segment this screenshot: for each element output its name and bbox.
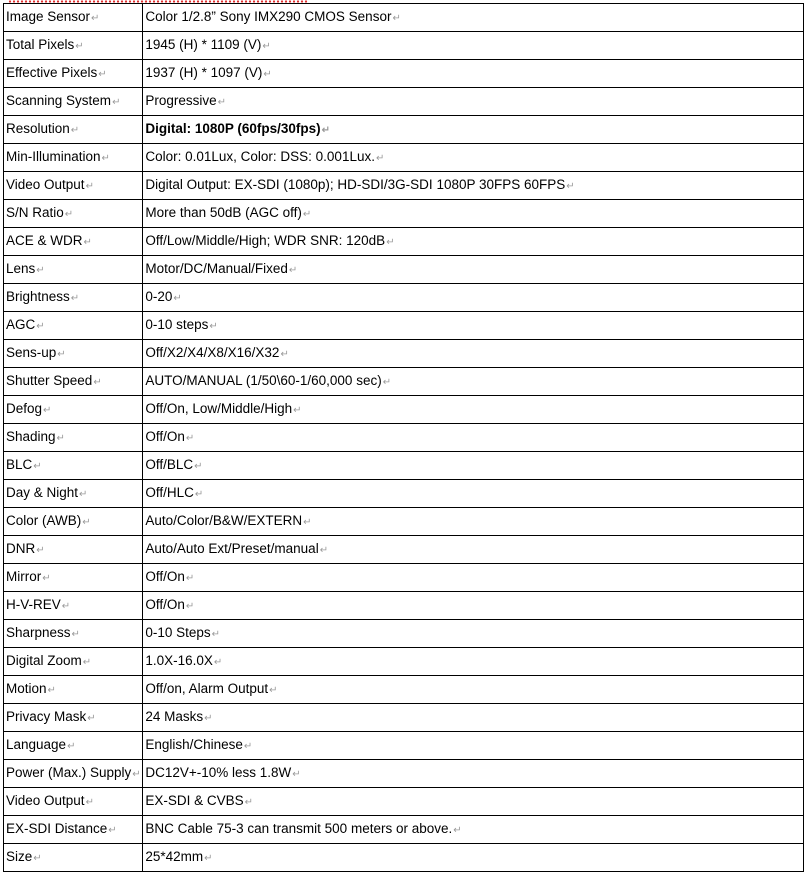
paragraph-mark-icon: ↵ — [566, 181, 575, 192]
spec-label-cell — [4, 452, 143, 480]
spec-value-cell — [143, 4, 804, 32]
spec-label-cell — [4, 732, 143, 760]
spec-label: Color (AWB) — [6, 513, 82, 528]
spec-label-cell — [4, 4, 143, 32]
spec-label-cell — [4, 172, 143, 200]
spec-label-cell — [4, 816, 143, 844]
paragraph-mark-icon: ↵ — [185, 601, 195, 612]
spec-value: 1945 (H) * 1109 (V) — [145, 37, 262, 52]
spec-value: Off/On, Low/Middle/High — [145, 401, 293, 416]
paragraph-mark-icon: ↵ — [194, 489, 204, 500]
spec-label: Video Output — [6, 177, 85, 192]
spec-row — [4, 60, 804, 88]
spec-label: Video Output — [6, 793, 85, 808]
paragraph-mark-icon: ↵ — [319, 545, 329, 556]
spec-row — [4, 256, 804, 284]
paragraph-mark-icon: ↵ — [70, 125, 80, 136]
paragraph-mark-icon: ↵ — [82, 657, 92, 668]
spec-label: Lens — [6, 261, 36, 276]
spec-value: DC12V+-10% less 1.8W — [145, 765, 292, 780]
spec-label-cell — [4, 88, 143, 116]
spec-value-cell — [143, 676, 804, 704]
paragraph-mark-icon: ↵ — [33, 461, 42, 472]
spec-value: Color 1/2.8” Sony IMX290 CMOS Sensor — [145, 9, 392, 24]
spec-row — [4, 340, 804, 368]
paragraph-mark-icon: ↵ — [98, 69, 107, 80]
spec-row — [4, 788, 804, 816]
paragraph-mark-icon: ↵ — [303, 517, 312, 528]
spec-value: 1937 (H) * 1097 (V) — [145, 65, 263, 80]
spec-label-cell — [4, 536, 143, 564]
paragraph-mark-icon: ↵ — [56, 433, 65, 444]
spec-row — [4, 32, 804, 60]
spec-value: 1.0X-16.0X — [145, 653, 213, 668]
paragraph-mark-icon: ↵ — [453, 825, 462, 836]
paragraph-mark-icon: ↵ — [288, 265, 298, 276]
paragraph-mark-icon: ↵ — [375, 153, 385, 164]
spec-value: 25*42mm — [145, 849, 204, 864]
paragraph-mark-icon: ↵ — [85, 797, 94, 808]
paragraph-mark-icon: ↵ — [112, 97, 121, 108]
spec-value-cell — [143, 648, 804, 676]
spec-row — [4, 704, 804, 732]
paragraph-mark-icon: ↵ — [292, 769, 301, 780]
spec-label-cell — [4, 312, 143, 340]
spec-row — [4, 844, 804, 872]
paragraph-mark-icon: ↵ — [263, 69, 272, 80]
spec-label: Scanning System — [6, 93, 112, 108]
spec-label: ACE & WDR — [6, 233, 83, 248]
spec-label: Mirror — [6, 569, 42, 584]
spec-row — [4, 480, 804, 508]
paragraph-mark-icon: ↵ — [173, 293, 182, 304]
spec-value-cell — [143, 788, 804, 816]
spec-value-cell — [143, 200, 804, 228]
spec-row — [4, 368, 804, 396]
spec-row — [4, 396, 804, 424]
spec-value: Off/On — [145, 569, 185, 584]
spec-label: Digital Zoom — [6, 653, 82, 668]
spec-label-cell — [4, 340, 143, 368]
paragraph-mark-icon: ↵ — [262, 41, 271, 52]
spec-row — [4, 424, 804, 452]
spec-label-cell — [4, 144, 143, 172]
spec-value: Off/On — [145, 597, 185, 612]
paragraph-mark-icon: ↵ — [204, 853, 213, 864]
spec-label-cell — [4, 32, 143, 60]
spec-value-cell — [143, 452, 804, 480]
spec-value-cell — [143, 340, 804, 368]
paragraph-mark-icon: ↵ — [132, 769, 141, 780]
spec-value-cell — [143, 60, 804, 88]
spec-row — [4, 676, 804, 704]
paragraph-mark-icon: ↵ — [47, 685, 56, 696]
spec-label: Shading — [6, 429, 56, 444]
paragraph-mark-icon: ↵ — [280, 349, 289, 360]
spec-table — [3, 3, 804, 872]
spec-value-cell — [143, 228, 804, 256]
spec-value: Digital: 1080P (60fps/30fps) — [145, 121, 321, 136]
spec-row — [4, 200, 804, 228]
spec-label: AGC — [6, 317, 36, 332]
paragraph-mark-icon: ↵ — [93, 377, 102, 388]
spec-value-cell — [143, 620, 804, 648]
spec-value: Off/Low/Middle/High; WDR SNR: 120dB — [145, 233, 386, 248]
spec-label: Effective Pixels — [6, 65, 98, 80]
spec-value: AUTO/MANUAL (1/50\60-1/60,000 sec) — [145, 373, 382, 388]
spec-label-cell — [4, 284, 143, 312]
spec-row — [4, 172, 804, 200]
spec-row — [4, 732, 804, 760]
spec-label: Resolution — [6, 121, 70, 136]
paragraph-mark-icon: ↵ — [42, 573, 51, 584]
spec-label-cell — [4, 256, 143, 284]
spec-value-cell — [143, 592, 804, 620]
spec-value-cell — [143, 32, 804, 60]
spec-value: Off/BLC — [145, 457, 194, 472]
spec-label-cell — [4, 396, 143, 424]
spec-value: Auto/Auto Ext/Preset/manual — [145, 541, 319, 556]
spec-value: EX-SDI & CVBS — [145, 793, 244, 808]
paragraph-mark-icon: ↵ — [101, 153, 110, 164]
paragraph-mark-icon: ↵ — [209, 321, 218, 332]
spec-label: Power (Max.) Supply — [6, 765, 132, 780]
spec-label: BLC — [6, 457, 33, 472]
spec-value-cell — [143, 312, 804, 340]
spec-label-cell — [4, 648, 143, 676]
paragraph-mark-icon: ↵ — [108, 825, 117, 836]
spec-row — [4, 508, 804, 536]
paragraph-mark-icon: ↵ — [79, 489, 88, 500]
paragraph-mark-icon: ↵ — [36, 265, 45, 276]
spec-value: Auto/Color/B&W/EXTERN — [145, 513, 303, 528]
spec-value: Progressive — [145, 93, 217, 108]
paragraph-mark-icon: ↵ — [36, 545, 45, 556]
spec-value: 24 Masks — [145, 709, 204, 724]
spec-label: Total Pixels — [6, 37, 75, 52]
spec-value-cell — [143, 704, 804, 732]
spec-label: Language — [6, 737, 67, 752]
spec-value-cell — [143, 732, 804, 760]
spec-value-cell — [143, 564, 804, 592]
paragraph-mark-icon: ↵ — [194, 461, 203, 472]
spec-row — [4, 816, 804, 844]
spec-value: 0-10 steps — [145, 317, 209, 332]
spec-label-cell — [4, 508, 143, 536]
paragraph-mark-icon: ↵ — [91, 13, 100, 24]
spec-value: 0-20 — [145, 289, 173, 304]
spec-row — [4, 536, 804, 564]
spec-row — [4, 452, 804, 480]
spec-label: Sharpness — [6, 625, 71, 640]
spec-row — [4, 760, 804, 788]
spec-value: Digital Output: EX-SDI (1080p); HD-SDI/3G-SDI 1080P 30FPS 60FPS — [145, 177, 566, 192]
spec-row — [4, 592, 804, 620]
paragraph-mark-icon: ↵ — [302, 209, 312, 220]
spec-value-cell — [143, 844, 804, 872]
spec-value-cell — [143, 144, 804, 172]
spec-value-cell — [143, 424, 804, 452]
spec-value: Color: 0.01Lux, Color: DSS: 0.001Lux. — [145, 149, 375, 164]
spec-value-cell — [143, 760, 804, 788]
paragraph-mark-icon: ↵ — [64, 209, 74, 220]
spec-label: Day & Night — [6, 485, 79, 500]
paragraph-mark-icon: ↵ — [83, 237, 92, 248]
spec-table-body — [4, 4, 804, 872]
spec-label-cell — [4, 676, 143, 704]
spec-value-cell — [143, 284, 804, 312]
paragraph-mark-icon: ↵ — [382, 377, 392, 388]
spec-label-cell — [4, 200, 143, 228]
paragraph-mark-icon: ↵ — [321, 125, 331, 136]
spec-row — [4, 620, 804, 648]
paragraph-mark-icon: ↵ — [75, 41, 84, 52]
spec-label-cell — [4, 116, 143, 144]
spec-label-cell — [4, 60, 143, 88]
spec-label-cell — [4, 424, 143, 452]
spec-value: Motor/DC/Manual/Fixed — [145, 261, 288, 276]
paragraph-mark-icon: ↵ — [392, 13, 401, 24]
spec-row — [4, 648, 804, 676]
spec-row — [4, 312, 804, 340]
spec-row — [4, 144, 804, 172]
spec-value: More than 50dB (AGC off) — [145, 205, 302, 220]
paragraph-mark-icon: ↵ — [33, 853, 42, 864]
paragraph-mark-icon: ↵ — [269, 685, 278, 696]
spec-label: Brightness — [6, 289, 70, 304]
spec-row — [4, 116, 804, 144]
spec-value: BNC Cable 75-3 can transmit 500 meters or above. — [145, 821, 453, 836]
spec-label: Shutter Speed — [6, 373, 93, 388]
spec-label-cell — [4, 788, 143, 816]
spec-label-cell — [4, 760, 143, 788]
spec-value: 0-10 Steps — [145, 625, 211, 640]
spec-label: Size — [6, 849, 33, 864]
spec-value: Off/On — [145, 429, 185, 444]
spec-label: Motion — [6, 681, 47, 696]
paragraph-mark-icon: ↵ — [57, 349, 66, 360]
spec-label: Min-Illumination — [6, 149, 101, 164]
paragraph-mark-icon: ↵ — [217, 97, 227, 108]
paragraph-mark-icon: ↵ — [185, 433, 195, 444]
spec-row — [4, 284, 804, 312]
spec-label: EX-SDI Distance — [6, 821, 108, 836]
spec-label: Defog — [6, 401, 43, 416]
spec-value-cell — [143, 88, 804, 116]
spec-label-cell — [4, 564, 143, 592]
paragraph-mark-icon: ↵ — [82, 517, 91, 528]
spec-value-cell — [143, 256, 804, 284]
spec-value: English/Chinese — [145, 737, 243, 752]
spec-label: DNR — [6, 541, 36, 556]
spec-value: Off/X2/X4/X8/X16/X32 — [145, 345, 280, 360]
spec-row — [4, 4, 804, 32]
paragraph-mark-icon: ↵ — [293, 405, 302, 416]
spec-row — [4, 564, 804, 592]
spec-label-cell — [4, 704, 143, 732]
spec-value-cell — [143, 816, 804, 844]
spec-label: H-V-REV — [6, 597, 61, 612]
spec-row — [4, 88, 804, 116]
paragraph-mark-icon: ↵ — [211, 629, 221, 640]
paragraph-mark-icon: ↵ — [71, 629, 80, 640]
spec-label: Privacy Mask — [6, 709, 87, 724]
paragraph-mark-icon: ↵ — [204, 713, 213, 724]
paragraph-mark-icon: ↵ — [386, 237, 395, 248]
spec-value-cell — [143, 116, 804, 144]
spec-value-cell — [143, 508, 804, 536]
paragraph-mark-icon: ↵ — [87, 713, 96, 724]
spec-row — [4, 228, 804, 256]
spec-label: S/N Ratio — [6, 205, 64, 220]
spec-label-cell — [4, 228, 143, 256]
spec-value-cell — [143, 172, 804, 200]
paragraph-mark-icon: ↵ — [67, 741, 76, 752]
spec-label-cell — [4, 592, 143, 620]
paragraph-mark-icon: ↵ — [85, 181, 94, 192]
spec-label: Image Sensor — [6, 9, 91, 24]
spec-label-cell — [4, 844, 143, 872]
spec-value-cell — [143, 396, 804, 424]
paragraph-mark-icon: ↵ — [243, 741, 253, 752]
spec-label-cell — [4, 368, 143, 396]
paragraph-mark-icon: ↵ — [213, 657, 223, 668]
paragraph-mark-icon: ↵ — [70, 293, 80, 304]
spec-label: Sens-up — [6, 345, 57, 360]
spec-label-cell — [4, 480, 143, 508]
paragraph-mark-icon: ↵ — [244, 797, 254, 808]
paragraph-mark-icon: ↵ — [185, 573, 195, 584]
paragraph-mark-icon: ↵ — [61, 601, 71, 612]
spec-value-cell — [143, 480, 804, 508]
spec-value: Off/HLC — [145, 485, 194, 500]
spec-value-cell — [143, 536, 804, 564]
spec-label-cell — [4, 620, 143, 648]
spec-value: Off/on, Alarm Output — [145, 681, 269, 696]
paragraph-mark-icon: ↵ — [36, 321, 45, 332]
spec-value-cell — [143, 368, 804, 396]
paragraph-mark-icon: ↵ — [43, 405, 52, 416]
